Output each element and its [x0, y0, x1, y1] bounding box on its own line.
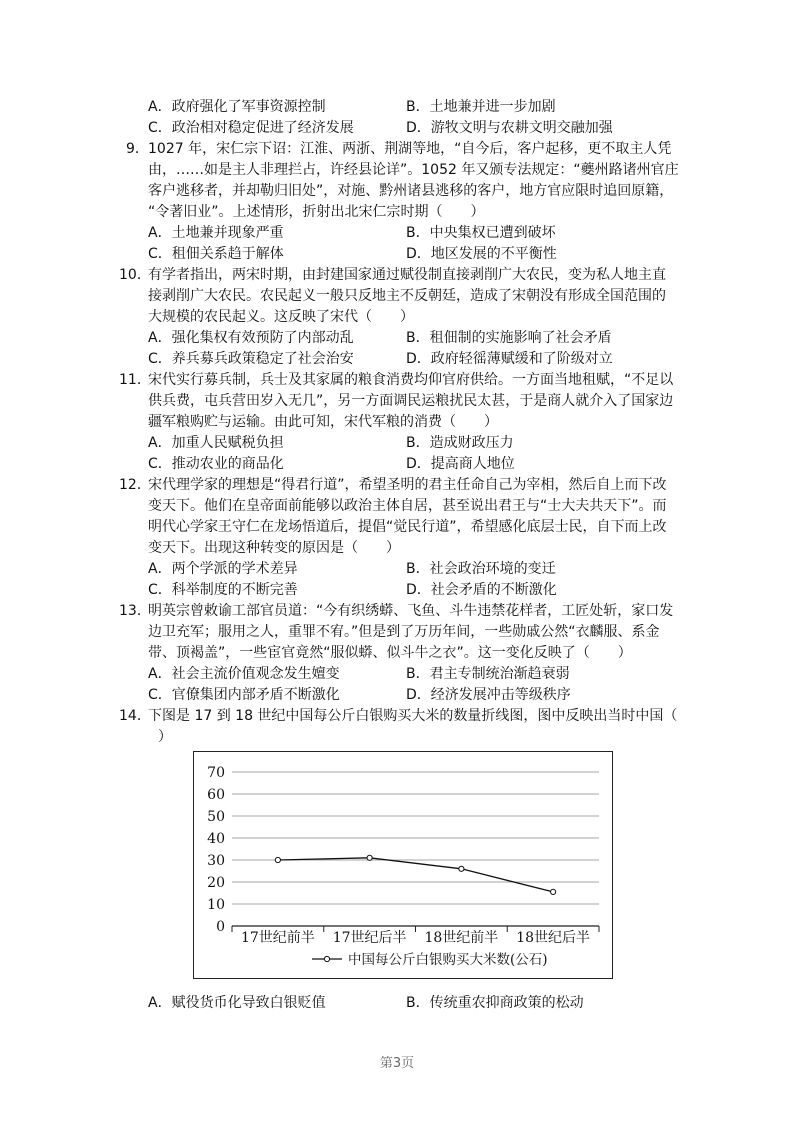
- q14-number: 14．: [119, 708, 151, 724]
- q14-option-a[interactable]: A．赋役货币化导致白银贬值: [148, 995, 326, 1011]
- q11-stem-line: 宋代实行募兵制，兵士及其家属的粮食消费均仰官府供给。一方面当地租赋，“不足以: [148, 372, 674, 388]
- q14-option-b[interactable]: B．传统重农抑商政策的松动: [406, 995, 584, 1011]
- y-tick-label: 40: [207, 831, 225, 847]
- q10-stem-line: 大规模的农民起义。这反映了宋代（ ）: [148, 309, 414, 325]
- data-point: [367, 855, 372, 860]
- series-line: [278, 858, 553, 892]
- q9-stem-line: 由，……如是主人非理拦占，许经县论详”。1052 年又颁专法规定：“夔州路诸州官庄: [148, 162, 679, 178]
- data-point: [551, 889, 556, 894]
- y-tick-label: 70: [207, 765, 225, 781]
- q9-stem-line: 1027 年，宋仁宗下诏：江淮、两浙、荆湖等地，“自今后，客户起移，更不取主人凭: [148, 141, 672, 157]
- q14-stem-line: 下图是 17 到 18 世纪中国每公斤白银购买大米的数量折线图，图中反映出当时中国（: [148, 708, 678, 724]
- y-tick-label: 0: [216, 919, 225, 935]
- q13-stem-line: 带、顶褐盖”，一些宦官竟然“服似蟒、似斗牛之衣”。这一变化反映了（ ）: [148, 645, 632, 661]
- page-number: 第3页: [379, 1056, 415, 1071]
- q13-option-d[interactable]: D．经济发展冲击等级秩序: [406, 687, 571, 703]
- q9-stem-line: 客户逃移者，并却勒归旧处”，对施、黔州诸县逃移的客户，地方官应限时追回原籍，: [148, 183, 674, 199]
- q12-stem-line: 变天下。他们在皇帝面前能够以政治主体自居，甚至说出君王与“士大夫共天下”。而: [148, 498, 667, 514]
- q13-option-a[interactable]: A．社会主流价值观念发生嬗变: [148, 666, 340, 682]
- q8-option-d[interactable]: D．游牧文明与农耕文明交融加强: [406, 120, 613, 136]
- q11-option-a[interactable]: A．加重人民赋税负担: [148, 435, 284, 451]
- q8-option-c[interactable]: C．政治相对稳定促进了经济发展: [148, 120, 354, 136]
- q13-option-c[interactable]: C．官僚集团内部矛盾不断激化: [148, 687, 340, 703]
- q11-stem-line: 疆军粮购贮与运输。由此可知，宋代军粮的消费（ ）: [148, 414, 498, 430]
- x-tick-label: 17世纪前半: [240, 930, 315, 946]
- q9-option-a[interactable]: A．土地兼并现象严重: [148, 225, 284, 241]
- x-tick-label: 18世纪前半: [424, 930, 499, 946]
- chart-svg: [194, 752, 611, 977]
- data-point: [459, 866, 464, 871]
- q10-option-b[interactable]: B．租佃制的实施影响了社会矛盾: [406, 330, 612, 346]
- y-tick-label: 60: [207, 787, 225, 803]
- q10-option-d[interactable]: D．政府轻徭薄赋缓和了阶级对立: [406, 351, 613, 367]
- q10-number: 10．: [119, 267, 151, 283]
- q12-number: 12．: [119, 477, 151, 493]
- q13-stem-line: 明英宗曾敕谕工部官员道：“今有织绣蟒、飞鱼、斗牛违禁花样者，工匠处斩，家口发: [148, 603, 674, 619]
- q13-option-b[interactable]: B．君主专制统治渐趋衰弱: [406, 666, 570, 682]
- q13-stem-line: 边卫充军；服用之人，重罪不宥。”但是到了万历年间，一些勋戚公然“衣麟服、系金: [148, 624, 660, 640]
- q9-option-d[interactable]: D．地区发展的不平衡性: [406, 246, 557, 262]
- q11-stem-line: 供兵费，屯兵营田岁入无几”，另一方面调民运粮扰民太甚，于是商人就介入了国家边: [148, 393, 674, 409]
- rice-silver-line-chart: [193, 751, 613, 979]
- q8-option-a[interactable]: A．政府强化了军事资源控制: [148, 99, 326, 115]
- q14-stem-line: ）: [158, 729, 172, 745]
- q11-option-b[interactable]: B．造成财政压力: [406, 435, 514, 451]
- q11-number: 11．: [119, 372, 151, 388]
- q9-number: 9．: [126, 141, 149, 157]
- q10-option-c[interactable]: C．养兵募兵政策稳定了社会治安: [148, 351, 354, 367]
- q10-option-a[interactable]: A．强化集权有效预防了内部动乱: [148, 330, 354, 346]
- q12-stem-line: 宋代理学家的理想是“得君行道”，希望圣明的君主任命自己为宰相，然后自上而下改: [148, 477, 667, 493]
- q13-number: 13．: [119, 603, 151, 619]
- legend-label: 中国每公斤白银购买大米数(公石): [348, 952, 548, 968]
- y-tick-label: 30: [207, 853, 225, 869]
- y-tick-label: 10: [207, 897, 225, 913]
- data-point: [275, 857, 280, 862]
- q12-option-c[interactable]: C．科举制度的不断完善: [148, 582, 298, 598]
- q12-option-d[interactable]: D．社会矛盾的不断激化: [406, 582, 557, 598]
- y-tick-label: 20: [207, 875, 225, 891]
- q9-option-b[interactable]: B．中央集权已遭到破坏: [406, 225, 556, 241]
- q8-option-b[interactable]: B．土地兼并进一步加剧: [406, 99, 556, 115]
- y-tick-label: 50: [207, 809, 225, 825]
- x-tick-label: 17世纪后半: [332, 930, 407, 946]
- q12-option-b[interactable]: B．社会政治环境的变迁: [406, 561, 556, 577]
- q10-stem-line: 接剥削广大农民。农民起义一般只反地主不反朝廷，造成了宋朝没有形成全国范围的: [148, 288, 666, 304]
- q11-option-d[interactable]: D．提高商人地位: [406, 456, 515, 472]
- q10-stem-line: 有学者指出，两宋时期，由封建国家通过赋役制直接剥削广大农民，变为私人地主直: [148, 267, 666, 283]
- q12-stem-line: 变天下。出现这种转变的原因是（ ）: [148, 540, 400, 556]
- q9-stem-line: “令著旧业”。上述情形，折射出北宋仁宗时期（ ）: [148, 204, 485, 220]
- q12-option-a[interactable]: A．两个学派的学术差异: [148, 561, 298, 577]
- legend-marker: [324, 956, 329, 961]
- x-tick-label: 18世纪后半: [516, 930, 591, 946]
- q9-option-c[interactable]: C．租佃关系趋于解体: [148, 246, 284, 262]
- q11-option-c[interactable]: C．推动农业的商品化: [148, 456, 284, 472]
- q12-stem-line: 明代心学家王守仁在龙场悟道后，提倡“觉民行道”，希望感化底层士民，自下而上改: [148, 519, 667, 535]
